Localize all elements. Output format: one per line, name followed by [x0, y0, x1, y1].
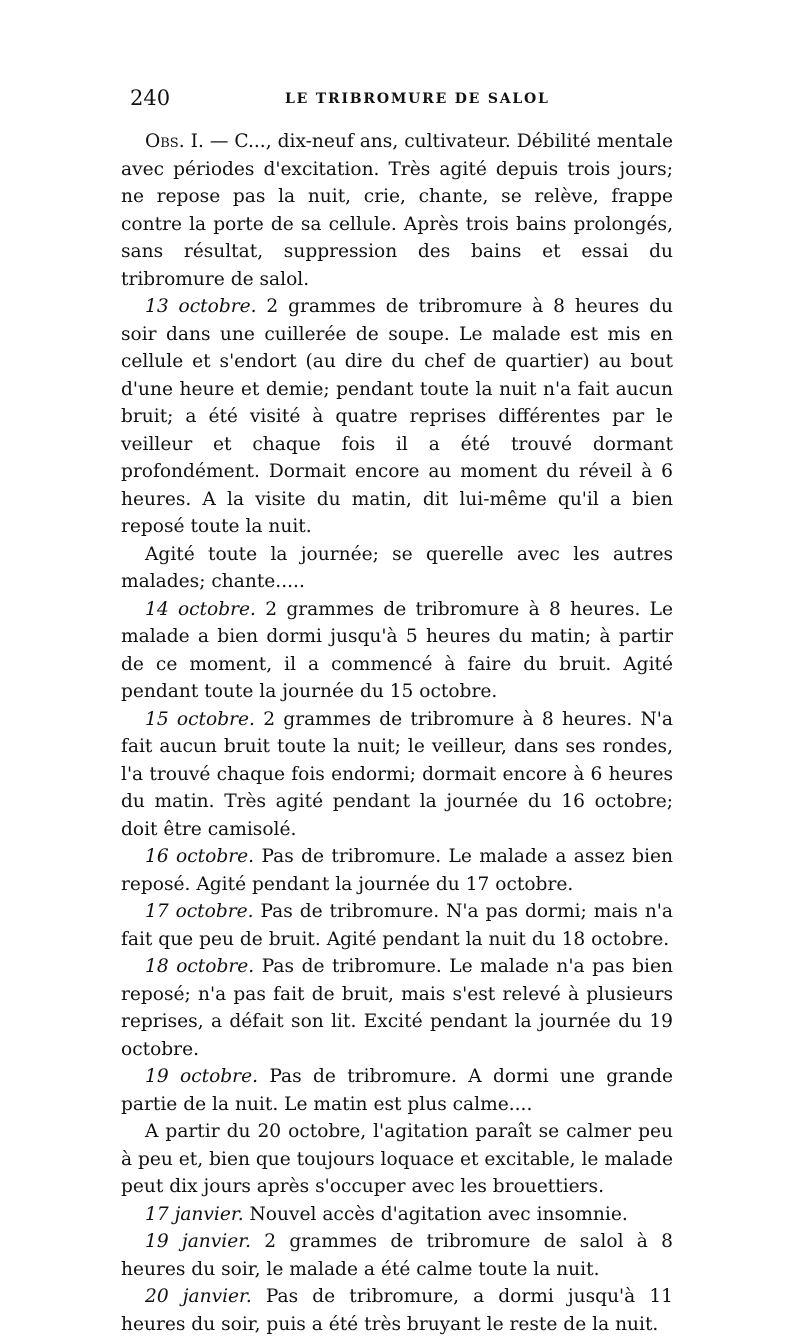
paragraph-entry: [121, 1118, 673, 1201]
paragraph-body: A partir du 20 octobre, l'agitation paraît se calmer peu à peu et, bien que toujours loquace et excitable, le malade peut dix jours après s'occuper avec les brouettiers.: [121, 1121, 673, 1197]
paragraph-body: 2 grammes de tribromure à 8 heures. Le malade a bien dormi jusqu'à 5 heures du matin; à partir de ce moment, il a commencé à faire du bruit. Agité pendant toute la journée du 15 octobre.: [121, 598, 673, 702]
paragraph-body: Pas de tribromure. Le malade a assez bien reposé. Agité pendant la journée du 17 octobre.: [121, 846, 673, 895]
paragraph-entry: [121, 596, 673, 706]
entry-date: 19 octobre.: [145, 1066, 258, 1087]
paragraph-body: Pas de tribromure, a dormi jusqu'à 11 heures du soir, puis a été très bruyant le reste de la nuit.: [121, 1286, 674, 1335]
paragraph-entry: [121, 1201, 673, 1229]
paragraph-entry: [121, 293, 673, 541]
entry-date: 19 janvier.: [145, 1231, 251, 1252]
entry-date: 13 octobre.: [145, 296, 257, 317]
paragraph-entry: [121, 1063, 673, 1118]
paragraph-body: 2 grammes de tribromure à 8 heures du soir dans une cuillerée de soupe. Le malade est mis en cellule et s'endort (au dire du chef de quartier) au bout d'une heure et demie; pendant toute la nuit n'a fait aucun bruit; a été visité à quatre reprises différentes par le veilleur et chaque fois il a été trouvé dormant profondément. Dormait encore au moment du réveil à 6 heures. A la visite du matin, dit lui-même qu'il a bien reposé toute la nuit.: [121, 296, 673, 537]
page-number: 240: [130, 86, 171, 110]
paragraph-observation: [121, 128, 673, 293]
running-title: LE TRIBROMURE DE SALOL: [285, 91, 550, 107]
paragraph-entry: [121, 706, 673, 844]
page-header: [130, 86, 672, 116]
paragraph-body: Agité toute la journée; se querelle avec les autres malades; chante.....: [121, 543, 673, 592]
entry-date: 20 janvier.: [145, 1286, 252, 1307]
paragraph-entry: [121, 843, 673, 898]
paragraph-body: 2 grammes de tribromure à 8 heures. N'a fait aucun bruit toute la nuit; le veilleur, dans ses rondes, l'a trouvé chaque fois endormi; dormait encore à 6 heures du matin. Très agité pendant la journée du 16 octobre; doit être camisolé.: [121, 708, 673, 840]
paragraph-entry: [121, 1283, 673, 1338]
observation-label: Obs. I. —: [145, 131, 235, 152]
paragraph-body: Nouvel accès d'agitation avec insomnie.: [243, 1203, 628, 1225]
entry-date: 17 octobre.: [145, 901, 254, 922]
paragraph-entry: [121, 541, 673, 596]
paragraph-body: C..., dix-neuf ans, cultivateur. Débilité mentale avec périodes d'excitation. Très agité depuis trois jours; ne repose pas la nuit, crie, chante, se relève, frappe contre la porte de sa cellule. Après trois bains prolongés, sans résultat, suppression des bains et essai du tribromure de salol.: [121, 131, 673, 290]
paragraph-body: Pas de tribromure. N'a pas dormi; mais n'a fait que peu de bruit. Agité pendant la nuit du 18 octobre.: [121, 901, 673, 950]
body-text: [121, 128, 673, 1338]
entry-date: 14 octobre.: [145, 598, 256, 620]
paragraph-body: 2 grammes de tribromure de salol à 8 heures du soir, le malade a été calme toute la nuit.: [121, 1231, 673, 1280]
paragraph-entry: [121, 1228, 673, 1283]
paragraph-body: Pas de tribromure. Le malade n'a pas bien reposé; n'a pas fait de bruit, mais s'est relevé à plusieurs reprises, a défait son lit. Excité pendant la journée du 19 octobre.: [121, 956, 673, 1060]
entry-date: 18 octobre.: [145, 956, 255, 977]
entry-date: 16 octobre.: [145, 846, 255, 867]
paragraph-entry: [121, 953, 673, 1063]
paragraph-entry: [121, 898, 673, 953]
entry-date: 17 janvier.: [145, 1203, 244, 1225]
paragraph-body: Pas de tribromure. A dormi une grande partie de la nuit. Le matin est plus calme....: [121, 1066, 673, 1115]
entry-date: 15 octobre.: [145, 708, 255, 730]
